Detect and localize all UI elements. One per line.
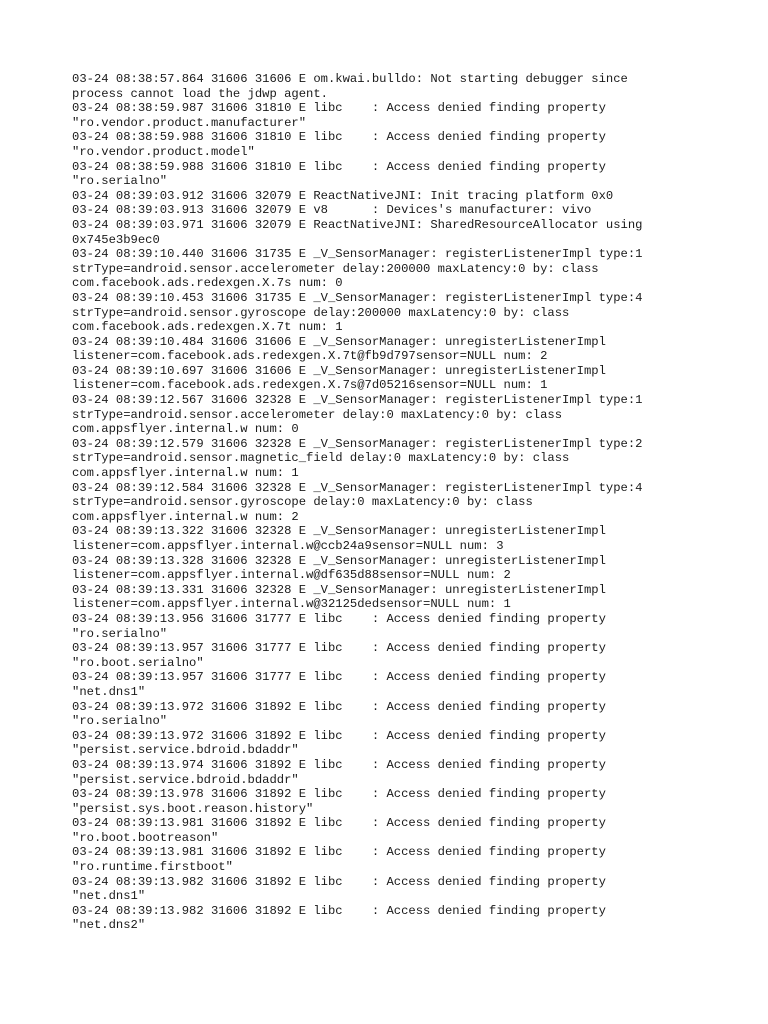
- log-line: "persist.service.bdroid.bdaddr": [72, 743, 299, 758]
- log-line: com.appsflyer.internal.w num: 1: [72, 466, 299, 481]
- log-line: 03-24 08:39:13.957 31606 31777 E libc : Access denied finding property: [72, 641, 606, 656]
- log-line: 03-24 08:39:13.322 31606 32328 E _V_SensorManager: unregisterListenerImpl: [72, 524, 606, 539]
- log-line: process cannot load the jdwp agent.: [72, 86, 328, 101]
- log-line: listener=com.facebook.ads.redexgen.X.7t@fb9d797sensor=NULL num: 2: [72, 349, 548, 364]
- log-line: "net.dns2": [72, 918, 146, 933]
- log-line: 03-24 08:38:59.988 31606 31810 E libc : Access denied finding property: [72, 159, 606, 174]
- log-line: "ro.serialno": [72, 714, 168, 729]
- log-line: 03-24 08:39:13.982 31606 31892 E libc : Access denied finding property: [72, 903, 606, 918]
- log-line: 03-24 08:39:03.912 31606 32079 E ReactNativeJNI: Init tracing platform 0x0: [72, 188, 614, 203]
- log-line: 03-24 08:39:10.697 31606 31606 E _V_SensorManager: unregisterListenerImpl: [72, 363, 606, 378]
- log-line: 03-24 08:39:13.957 31606 31777 E libc : Access denied finding property: [72, 670, 606, 685]
- log-line: strType=android.sensor.gyroscope delay:200000 maxLatency:0 by: class: [72, 305, 570, 320]
- log-line: 03-24 08:39:13.972 31606 31892 E libc : Access denied finding property: [72, 699, 606, 714]
- log-line: 03-24 08:39:10.440 31606 31735 E _V_SensorManager: registerListenerImpl type:1: [72, 247, 643, 262]
- log-line: 03-24 08:39:13.981 31606 31892 E libc : Access denied finding property: [72, 845, 606, 860]
- log-line: 0x745e3b9ec0: [72, 232, 160, 247]
- log-line: 03-24 08:39:12.579 31606 32328 E _V_SensorManager: registerListenerImpl type:2: [72, 436, 643, 451]
- log-line: strType=android.sensor.accelerometer delay:0 maxLatency:0 by: class: [72, 407, 563, 422]
- log-line: "ro.vendor.product.manufacturer": [72, 115, 307, 130]
- log-line: "persist.sys.boot.reason.history": [72, 801, 314, 816]
- log-line: listener=com.appsflyer.internal.w@df635d88sensor=NULL num: 2: [72, 568, 511, 583]
- log-line: 03-24 08:39:13.972 31606 31892 E libc : Access denied finding property: [72, 728, 606, 743]
- log-line: 03-24 08:39:10.453 31606 31735 E _V_SensorManager: registerListenerImpl type:4: [72, 290, 643, 305]
- log-line: "ro.runtime.firstboot": [72, 860, 233, 875]
- log-line: 03-24 08:39:13.331 31606 32328 E _V_SensorManager: unregisterListenerImpl: [72, 582, 606, 597]
- log-text-block: [72, 72, 702, 933]
- log-line: com.appsflyer.internal.w num: 0: [72, 422, 299, 437]
- log-line: "ro.serialno": [72, 174, 168, 189]
- log-line: 03-24 08:39:12.567 31606 32328 E _V_SensorManager: registerListenerImpl type:1: [72, 393, 643, 408]
- log-line: "ro.boot.serialno": [72, 655, 204, 670]
- log-line: 03-24 08:39:13.981 31606 31892 E libc : Access denied finding property: [72, 816, 606, 831]
- log-line: com.appsflyer.internal.w num: 2: [72, 509, 299, 524]
- log-line: com.facebook.ads.redexgen.X.7t num: 1: [72, 320, 343, 335]
- log-line: 03-24 08:39:13.328 31606 32328 E _V_SensorManager: unregisterListenerImpl: [72, 553, 606, 568]
- log-line: strType=android.sensor.gyroscope delay:0 maxLatency:0 by: class: [72, 495, 533, 510]
- log-line: listener=com.facebook.ads.redexgen.X.7s@7d05216sensor=NULL num: 1: [72, 378, 548, 393]
- log-line: 03-24 08:39:13.956 31606 31777 E libc : Access denied finding property: [72, 611, 606, 626]
- log-line: 03-24 08:39:13.978 31606 31892 E libc : Access denied finding property: [72, 787, 606, 802]
- log-line: com.facebook.ads.redexgen.X.7s num: 0: [72, 276, 343, 291]
- log-line: 03-24 08:38:57.864 31606 31606 E om.kwai.bulldo: Not starting debugger since: [72, 72, 628, 86]
- log-line: "net.dns1": [72, 684, 146, 699]
- log-line: listener=com.appsflyer.internal.w@ccb24a9sensor=NULL num: 3: [72, 539, 504, 553]
- log-line: 03-24 08:39:13.974 31606 31892 E libc : Access denied finding property: [72, 757, 606, 772]
- log-line: strType=android.sensor.magnetic_field delay:0 maxLatency:0 by: class: [72, 451, 570, 466]
- log-line: 03-24 08:39:13.982 31606 31892 E libc : Access denied finding property: [72, 874, 606, 889]
- log-line: 03-24 08:39:03.971 31606 32079 E ReactNativeJNI: SharedResourceAllocator using: [72, 217, 643, 232]
- log-line: listener=com.appsflyer.internal.w@32125dedsensor=NULL num: 1: [72, 597, 511, 612]
- log-line: strType=android.sensor.accelerometer delay:200000 maxLatency:0 by: class: [72, 261, 599, 276]
- log-line: "ro.serialno": [72, 626, 168, 641]
- log-line: "persist.service.bdroid.bdaddr": [72, 772, 299, 787]
- log-line: 03-24 08:39:12.584 31606 32328 E _V_SensorManager: registerListenerImpl type:4: [72, 480, 643, 495]
- log-line: 03-24 08:38:59.987 31606 31810 E libc : Access denied finding property: [72, 101, 606, 116]
- log-line: "ro.vendor.product.model": [72, 144, 255, 159]
- log-line: "ro.boot.bootreason": [72, 830, 219, 845]
- log-line: 03-24 08:38:59.988 31606 31810 E libc : Access denied finding property: [72, 130, 606, 145]
- log-line: 03-24 08:39:03.913 31606 32079 E v8 : Devices's manufacturer: vivo: [72, 203, 592, 218]
- log-line: "net.dns1": [72, 889, 146, 904]
- log-line: 03-24 08:39:10.484 31606 31606 E _V_SensorManager: unregisterListenerImpl: [72, 334, 606, 349]
